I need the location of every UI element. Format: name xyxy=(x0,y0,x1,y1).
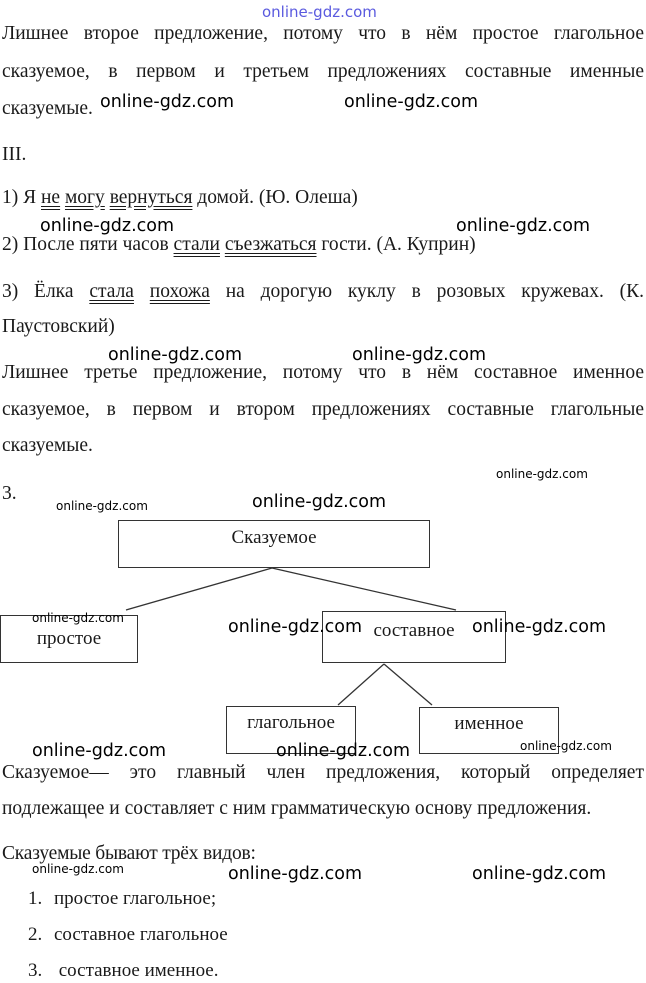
node-label: Сказуемое xyxy=(231,527,317,548)
watermark: online-gdz.com xyxy=(32,862,124,876)
watermark: online-gdz.com xyxy=(252,492,387,512)
example-sentence-2: 2) После пяти часов стали съезжаться гости. (А. Куприн) xyxy=(2,234,476,255)
watermark: online-gdz.com xyxy=(496,467,588,481)
watermark-top: online-gdz.com xyxy=(262,3,377,21)
watermark: online-gdz.com xyxy=(344,92,479,112)
watermark: online-gdz.com xyxy=(32,611,124,625)
task-heading: 3. xyxy=(2,483,17,504)
definition-line: Сказуемое— это главный член предложения, который определяет xyxy=(2,762,644,783)
example-sentence-3: 3) Ёлка стала похожа на дорогую куклу в розовых кружевах. (К. xyxy=(2,281,645,302)
watermark: online-gdz.com xyxy=(40,216,175,236)
example-sentence-3-cont: Паустовский) xyxy=(2,316,115,337)
watermark: online-gdz.com xyxy=(108,345,243,365)
paragraph-line: Лишнее второе предложение, потому что в нём простое глагольное xyxy=(2,23,644,44)
types-intro: Сказуемые бывают трёх видов: xyxy=(2,843,256,864)
watermark: online-gdz.com xyxy=(456,216,591,236)
connector-compound-verbal xyxy=(338,664,384,705)
watermark: online-gdz.com xyxy=(228,617,363,637)
list-item: 3. составное именное. xyxy=(28,960,219,981)
definition-line: подлежащее и составляет с ним грамматическую основу предложения. xyxy=(2,798,592,819)
example-sentence-1: 1) Я не могу вернуться домой. (Ю. Олеша) xyxy=(2,187,358,208)
paragraph-line: сказуемое, в первом и третьем предложениях составные именные xyxy=(2,61,644,82)
list-item: 1. простое глагольное; xyxy=(28,888,217,909)
connector-root-simple xyxy=(126,568,272,610)
node-label: именное xyxy=(454,713,524,734)
node-label: простое xyxy=(36,628,102,649)
diagram-node-root xyxy=(118,520,430,568)
list-item: 2. составное глагольное xyxy=(28,924,228,945)
watermark: online-gdz.com xyxy=(228,864,363,884)
watermark: online-gdz.com xyxy=(520,739,612,753)
connector-compound-nominal xyxy=(384,664,432,705)
node-label: глагольное xyxy=(247,712,335,733)
section-heading: III. xyxy=(2,144,27,165)
paragraph-line: сказуемое, в первом и втором предложениях составные глагольные xyxy=(2,399,644,420)
connector-root-compound xyxy=(272,568,456,610)
watermark: online-gdz.com xyxy=(472,617,607,637)
watermark: online-gdz.com xyxy=(32,741,167,761)
paragraph-line: сказуемые. xyxy=(2,98,93,119)
paragraph-line: Лишнее третье предложение, потому что в нём составное именное xyxy=(2,362,644,383)
node-label: составное xyxy=(373,620,455,641)
watermark: online-gdz.com xyxy=(472,864,607,884)
watermark: online-gdz.com xyxy=(56,499,148,513)
paragraph-line: сказуемые. xyxy=(2,435,93,456)
watermark: online-gdz.com xyxy=(100,92,235,112)
watermark: online-gdz.com xyxy=(352,345,487,365)
watermark: online-gdz.com xyxy=(276,741,411,761)
